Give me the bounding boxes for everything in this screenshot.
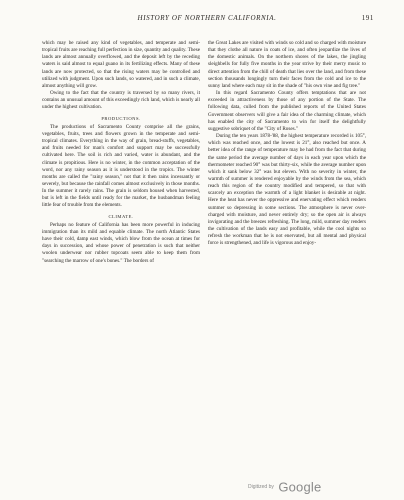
right-column [208,40,366,248]
section-heading-climate: CLIMATE. [108,213,134,219]
paragraph: The productions of Sacramento County comprise all the grains, vegetables, fruits, trees and flowers grown in the temperate and semi-tropical climates. Everything in the way of grain, bread-stuffs, vegetables, and fruits needed for man's comfort and support may be successfully cultivated here. The soil is rich and varied, water is abundant, and the climate is propitious. Here is no winter, in the common acceptation of the word, nor any rainy season as it is understood in the tropics. The winter months are called the "rainy season," not that it then rains incessantly or severely, but because the rainfall comes almost exclusively in those months. In the summer it rarely rains. The grain is seldom housed when harvested, but is left in the fields until ready for the market, the husbandman feeling little fear of trouble from the elements. [42,123,200,209]
paragraph: During the ten years 1878-'88, the highest temperature recorded is 105°, which was reached once, and the lowest is 21°, also reached but once. A better idea of the range of temperature may be had from the fact that during the same period the average number of days in each year upon which the thermometer reached 90° was but thirty-six, while the average number upon which it sank below 32° was but eleven. With no severity in winter, the warmth of summer is rendered enjoyable by the winds from the sea, which reach this region of the country modified and tempered, so that with scarcely an exception the warmth of a light blanket is desirable at night. Here the heat has never the oppressive and enervating effect which renders summer so depressing in some sections. The atmosphere is never over-charged with moisture, and never entirely dry; so the open air is always invigorating and the breezes refreshing. The long, mild, summer day renders the cultivation of the lands easy and profitable, while the cool nights so refresh the workman that he is not enervated, but all mental and physical force is strengthened, and life is vigorous and enjoy- [208,133,366,247]
paragraph: the Great Lakes are visited with winds so cold and so charged with moisture that they clothe all nature in coats of ice, and often jeopardize the lives of the domestic animals. On the northern shores of the lakes, the jingling sleighbells for fully five months in the year strive by their merry music to direct attention from the chill of death that lies over the land, and from these section thousands longingly turn their faces from the cold and ice to the sunny land where each may sit in the shade of "his own vine and fig tree." [208,40,366,89]
paragraph: Owing to the fact that the country is traversed by so many rivers, it contains an unusual amount of this exceedingly rich land, which is nearly all under the highest cultivation. [42,90,200,111]
digitized-by-label: Digitized by [248,483,274,490]
paragraph: which may be raised any kind of vegetables, and temperate and semi-tropical fruits are reaching full perfection in size, quantity and quality. These lands are almost annually overflowed, and the deposit left by the receding waters is said almost to equal guano in its fertilizing effects. Many of these lands are now protected, so that the rising waters may be controlled and utilized with judgment. Upon such lands, so watered, and in such a climate, almost anything will grow. [42,40,200,89]
paragraph: In this regard Sacramento County offers temptations that are not exceeded in attractiveness by those of any portion of the State. The following data, culled from the published reports of the United States Government observers will give a fair idea of the charming climate, which has enabled the city of Sacramento to win for itself the delightfully suggestive sobriquet of the "City of Roses." [208,90,366,132]
page-number: 191 [361,14,374,22]
running-title: HISTORY OF NORTHERN CALIFORNIA. [137,14,277,22]
google-logo: Google [278,479,322,495]
left-column [42,40,200,265]
digitized-watermark [248,478,321,496]
section-heading-productions: PRODUCTIONS. [101,115,141,121]
running-header [40,14,374,26]
paragraph: Perhaps no feature of California has been more powerful in inducing immigration than its mild and equable climate. The north Atlantic States have their cold, damp east winds, which blow from the ocean at times for days in succession, and whose power of penetration is such that neither woolen underwear nor rubber topcoats seem able to keep them from "searching the marrow of one's bones." The borders of [42,221,200,264]
